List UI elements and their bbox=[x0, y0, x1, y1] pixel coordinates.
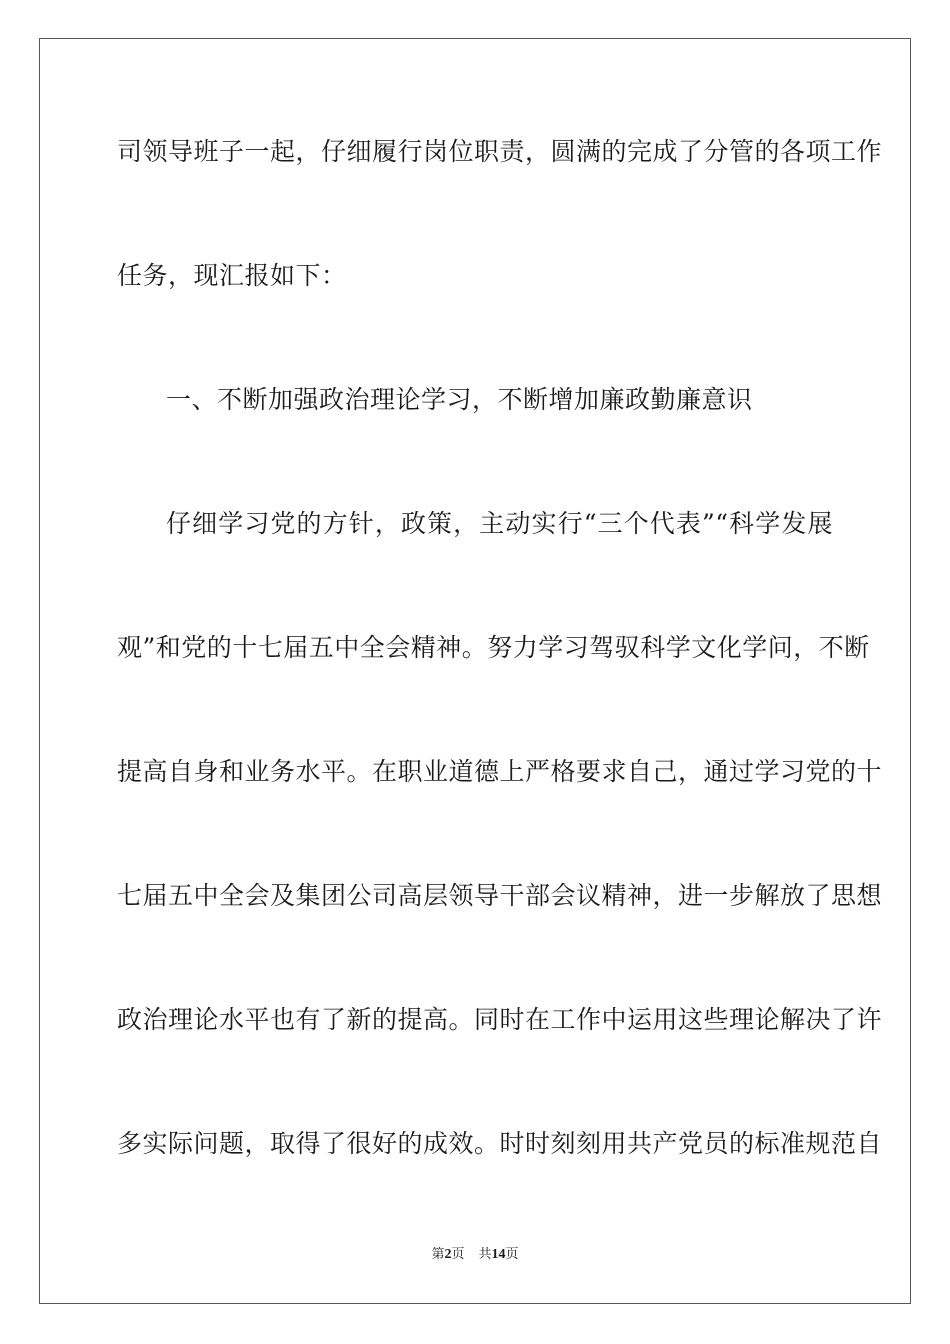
body-line-3: 仔细学习党的方针，政策，主动实行“三个代表”“科学发展 bbox=[166, 509, 833, 538]
page-footer bbox=[0, 1247, 950, 1263]
footer-total-suffix: 页 bbox=[505, 1247, 519, 1262]
footer-page-number: 2 bbox=[444, 1247, 452, 1262]
body-line-5: 提高自身和业务水平。在职业道德上严格要求自己，通过学习党的十 bbox=[117, 757, 883, 786]
body-line-8: 多实际问题，取得了很好的成效。时时刻刻用共产党员的标准规范自 bbox=[117, 1129, 883, 1158]
footer-page-suffix: 页 bbox=[451, 1247, 465, 1262]
body-line-4: 观”和党的十七届五中全会精神。努力学习驾驭科学文化学问，不断 bbox=[117, 633, 870, 662]
footer-total-prefix: 共 bbox=[478, 1247, 492, 1262]
body-line-2: 任务，现汇报如下： bbox=[117, 261, 347, 290]
footer-page-prefix: 第 bbox=[431, 1247, 445, 1262]
section-heading-1: 一、不断加强政治理论学习，不断增加廉政勤廉意识 bbox=[166, 385, 753, 414]
body-line-6: 七届五中全会及集团公司高层领导干部会议精神，进一步解放了思想 bbox=[117, 881, 883, 910]
body-line-7: 政治理论水平也有了新的提高。同时在工作中运用这些理论解决了许 bbox=[117, 1005, 883, 1034]
page-border bbox=[39, 38, 911, 1304]
body-line-1: 司领导班子一起，仔细履行岗位职责，圆满的完成了分管的各项工作 bbox=[117, 137, 883, 166]
footer-total-pages: 14 bbox=[491, 1247, 506, 1262]
